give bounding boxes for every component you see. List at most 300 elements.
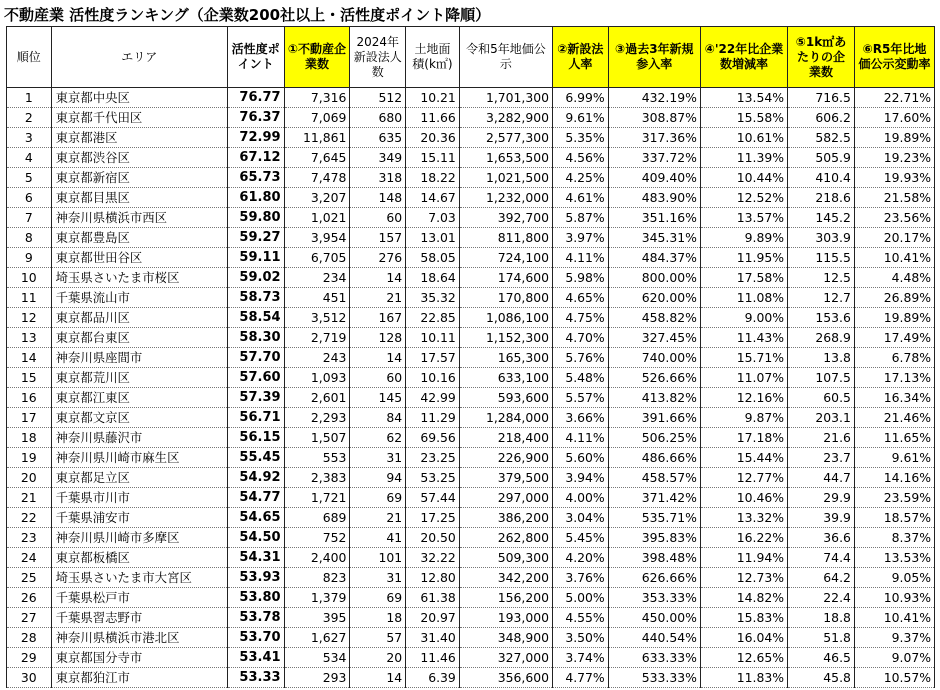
cell-score: 53.80 xyxy=(227,588,284,608)
cell-per-km: 12.5 xyxy=(788,268,855,288)
cell-per-km: 303.9 xyxy=(788,228,855,248)
cell-firm-change: 11.83% xyxy=(700,668,787,688)
cell-new2024: 18 xyxy=(350,608,406,628)
cell-new2024: 512 xyxy=(350,88,406,108)
cell-new-rate: 3.76% xyxy=(553,568,609,588)
cell-score: 67.12 xyxy=(227,148,284,168)
cell-area: 東京都豊島区 xyxy=(51,228,227,248)
cell-entry-rate: 327.45% xyxy=(608,328,700,348)
cell-area: 千葉県流山市 xyxy=(51,288,227,308)
cell-rank: 7 xyxy=(7,208,52,228)
cell-area: 千葉県松戸市 xyxy=(51,588,227,608)
cell-score: 54.92 xyxy=(227,468,284,488)
cell-land-area: 14.67 xyxy=(406,188,460,208)
cell-per-km: 45.8 xyxy=(788,668,855,688)
cell-rank: 9 xyxy=(7,248,52,268)
table-row xyxy=(7,268,935,288)
cell-score: 53.70 xyxy=(227,628,284,648)
cell-per-km: 39.9 xyxy=(788,508,855,528)
cell-land-area: 32.22 xyxy=(406,548,460,568)
cell-land-area: 20.97 xyxy=(406,608,460,628)
cell-entry-rate: 398.48% xyxy=(608,548,700,568)
cell-price-change: 11.65% xyxy=(854,428,934,448)
cell-score: 65.73 xyxy=(227,168,284,188)
cell-firms: 1,093 xyxy=(284,368,350,388)
cell-new-rate: 5.87% xyxy=(553,208,609,228)
cell-price-change: 10.41% xyxy=(854,248,934,268)
table-row xyxy=(7,568,935,588)
cell-entry-rate: 533.33% xyxy=(608,668,700,688)
cell-firms: 1,721 xyxy=(284,488,350,508)
table-row xyxy=(7,128,935,148)
cell-land-area: 7.03 xyxy=(406,208,460,228)
cell-rank: 29 xyxy=(7,648,52,668)
cell-area: 東京都狛江市 xyxy=(51,668,227,688)
cell-area: 東京都江東区 xyxy=(51,388,227,408)
cell-land-area: 42.99 xyxy=(406,388,460,408)
table-row xyxy=(7,228,935,248)
cell-rank: 20 xyxy=(7,468,52,488)
cell-per-km: 44.7 xyxy=(788,468,855,488)
cell-score: 76.37 xyxy=(227,108,284,128)
cell-land-price: 1,152,300 xyxy=(459,328,552,348)
header-land-price: 令和5年地価公示 xyxy=(459,27,552,88)
cell-new-rate: 5.48% xyxy=(553,368,609,388)
cell-new2024: 157 xyxy=(350,228,406,248)
cell-land-area: 10.11 xyxy=(406,328,460,348)
cell-firms: 3,954 xyxy=(284,228,350,248)
cell-score: 54.65 xyxy=(227,508,284,528)
cell-rank: 19 xyxy=(7,448,52,468)
cell-new-rate: 4.55% xyxy=(553,608,609,628)
cell-firm-change: 14.82% xyxy=(700,588,787,608)
cell-price-change: 14.16% xyxy=(854,468,934,488)
cell-price-change: 8.37% xyxy=(854,528,934,548)
cell-new-rate: 3.74% xyxy=(553,648,609,668)
cell-firm-change: 9.87% xyxy=(700,408,787,428)
table-row xyxy=(7,248,935,268)
cell-area: 東京都国分寺市 xyxy=(51,648,227,668)
cell-firms: 1,021 xyxy=(284,208,350,228)
cell-rank: 13 xyxy=(7,328,52,348)
cell-entry-rate: 432.19% xyxy=(608,88,700,108)
cell-score: 53.33 xyxy=(227,668,284,688)
cell-new-rate: 4.77% xyxy=(553,668,609,688)
cell-per-km: 12.7 xyxy=(788,288,855,308)
cell-firms: 553 xyxy=(284,448,350,468)
cell-new2024: 20 xyxy=(350,648,406,668)
cell-score: 58.30 xyxy=(227,328,284,348)
cell-price-change: 16.34% xyxy=(854,388,934,408)
cell-entry-rate: 337.72% xyxy=(608,148,700,168)
cell-firm-change: 11.43% xyxy=(700,328,787,348)
cell-price-change: 17.13% xyxy=(854,368,934,388)
cell-land-price: 593,600 xyxy=(459,388,552,408)
header-firm-change: ④'22年比企業数増減率 xyxy=(700,27,787,88)
cell-new-rate: 4.00% xyxy=(553,488,609,508)
cell-area: 埼玉県さいたま市桜区 xyxy=(51,268,227,288)
cell-land-area: 17.25 xyxy=(406,508,460,528)
cell-score: 76.77 xyxy=(227,88,284,108)
cell-per-km: 582.5 xyxy=(788,128,855,148)
cell-rank: 18 xyxy=(7,428,52,448)
cell-land-area: 11.66 xyxy=(406,108,460,128)
cell-new-rate: 5.57% xyxy=(553,388,609,408)
cell-land-price: 633,100 xyxy=(459,368,552,388)
cell-firms: 395 xyxy=(284,608,350,628)
cell-entry-rate: 353.33% xyxy=(608,588,700,608)
cell-land-area: 35.32 xyxy=(406,288,460,308)
cell-firms: 3,512 xyxy=(284,308,350,328)
cell-firms: 752 xyxy=(284,528,350,548)
cell-firm-change: 12.65% xyxy=(700,648,787,668)
cell-entry-rate: 483.90% xyxy=(608,188,700,208)
cell-firms: 1,379 xyxy=(284,588,350,608)
cell-price-change: 21.58% xyxy=(854,188,934,208)
cell-entry-rate: 526.66% xyxy=(608,368,700,388)
cell-new-rate: 4.11% xyxy=(553,248,609,268)
cell-land-price: 262,800 xyxy=(459,528,552,548)
cell-score: 55.45 xyxy=(227,448,284,468)
cell-area: 東京都足立区 xyxy=(51,468,227,488)
cell-land-price: 1,653,500 xyxy=(459,148,552,168)
cell-per-km: 716.5 xyxy=(788,88,855,108)
cell-firms: 451 xyxy=(284,288,350,308)
cell-price-change: 10.93% xyxy=(854,588,934,608)
cell-firm-change: 15.44% xyxy=(700,448,787,468)
cell-new2024: 349 xyxy=(350,148,406,168)
cell-firms: 234 xyxy=(284,268,350,288)
cell-new2024: 21 xyxy=(350,508,406,528)
cell-land-price: 1,021,500 xyxy=(459,168,552,188)
cell-land-price: 1,701,300 xyxy=(459,88,552,108)
cell-rank: 24 xyxy=(7,548,52,568)
cell-price-change: 9.05% xyxy=(854,568,934,588)
cell-rank: 25 xyxy=(7,568,52,588)
cell-new2024: 128 xyxy=(350,328,406,348)
cell-area: 神奈川県横浜市西区 xyxy=(51,208,227,228)
cell-score: 59.27 xyxy=(227,228,284,248)
cell-new2024: 94 xyxy=(350,468,406,488)
cell-new2024: 14 xyxy=(350,668,406,688)
cell-score: 57.60 xyxy=(227,368,284,388)
cell-land-price: 297,000 xyxy=(459,488,552,508)
cell-firm-change: 15.71% xyxy=(700,348,787,368)
table-row xyxy=(7,148,935,168)
cell-firm-change: 15.58% xyxy=(700,108,787,128)
cell-per-km: 115.5 xyxy=(788,248,855,268)
cell-price-change: 21.46% xyxy=(854,408,934,428)
cell-rank: 8 xyxy=(7,228,52,248)
cell-area: 千葉県習志野市 xyxy=(51,608,227,628)
cell-land-area: 6.39 xyxy=(406,668,460,688)
cell-price-change: 23.56% xyxy=(854,208,934,228)
cell-rank: 2 xyxy=(7,108,52,128)
cell-rank: 4 xyxy=(7,148,52,168)
cell-firms: 6,705 xyxy=(284,248,350,268)
cell-new-rate: 3.66% xyxy=(553,408,609,428)
cell-land-area: 57.44 xyxy=(406,488,460,508)
cell-firm-change: 15.83% xyxy=(700,608,787,628)
cell-rank: 1 xyxy=(7,88,52,108)
cell-new2024: 318 xyxy=(350,168,406,188)
cell-firms: 243 xyxy=(284,348,350,368)
cell-entry-rate: 395.83% xyxy=(608,528,700,548)
cell-entry-rate: 391.66% xyxy=(608,408,700,428)
cell-per-km: 64.2 xyxy=(788,568,855,588)
cell-area: 東京都渋谷区 xyxy=(51,148,227,168)
cell-rank: 16 xyxy=(7,388,52,408)
cell-firm-change: 11.94% xyxy=(700,548,787,568)
cell-land-price: 356,600 xyxy=(459,668,552,688)
cell-firms: 2,719 xyxy=(284,328,350,348)
cell-area: 東京都板橋区 xyxy=(51,548,227,568)
cell-price-change: 9.37% xyxy=(854,628,934,648)
cell-per-km: 74.4 xyxy=(788,548,855,568)
cell-price-change: 18.57% xyxy=(854,508,934,528)
cell-rank: 14 xyxy=(7,348,52,368)
cell-new2024: 14 xyxy=(350,268,406,288)
table-row xyxy=(7,428,935,448)
table-row xyxy=(7,208,935,228)
cell-entry-rate: 351.16% xyxy=(608,208,700,228)
table-body xyxy=(7,88,935,688)
table-row xyxy=(7,288,935,308)
cell-land-area: 53.25 xyxy=(406,468,460,488)
cell-area: 神奈川県川崎市多摩区 xyxy=(51,528,227,548)
cell-firm-change: 11.07% xyxy=(700,368,787,388)
header-per-km: ⑤1k㎡あたりの企業数 xyxy=(788,27,855,88)
cell-rank: 15 xyxy=(7,368,52,388)
header-price-change: ⑥R5年比地価公示変動率 xyxy=(854,27,934,88)
cell-new2024: 60 xyxy=(350,368,406,388)
cell-entry-rate: 800.00% xyxy=(608,268,700,288)
cell-entry-rate: 535.71% xyxy=(608,508,700,528)
table-row xyxy=(7,88,935,108)
cell-area: 東京都新宿区 xyxy=(51,168,227,188)
cell-land-area: 23.25 xyxy=(406,448,460,468)
table-row xyxy=(7,348,935,368)
cell-rank: 30 xyxy=(7,668,52,688)
cell-firms: 7,645 xyxy=(284,148,350,168)
cell-firm-change: 11.39% xyxy=(700,148,787,168)
header-firms: ①不動産企業数 xyxy=(284,27,350,88)
cell-entry-rate: 308.87% xyxy=(608,108,700,128)
cell-firms: 7,478 xyxy=(284,168,350,188)
cell-per-km: 410.4 xyxy=(788,168,855,188)
cell-area: 埼玉県さいたま市大宮区 xyxy=(51,568,227,588)
cell-new-rate: 4.70% xyxy=(553,328,609,348)
cell-per-km: 18.8 xyxy=(788,608,855,628)
cell-area: 神奈川県座間市 xyxy=(51,348,227,368)
cell-entry-rate: 409.40% xyxy=(608,168,700,188)
cell-new2024: 276 xyxy=(350,248,406,268)
header-new2024: 2024年新設法人数 xyxy=(350,27,406,88)
table-row xyxy=(7,168,935,188)
cell-land-price: 170,800 xyxy=(459,288,552,308)
cell-per-km: 153.6 xyxy=(788,308,855,328)
cell-price-change: 4.48% xyxy=(854,268,934,288)
cell-land-price: 1,232,000 xyxy=(459,188,552,208)
cell-rank: 28 xyxy=(7,628,52,648)
cell-land-area: 12.80 xyxy=(406,568,460,588)
cell-land-price: 379,500 xyxy=(459,468,552,488)
cell-per-km: 218.6 xyxy=(788,188,855,208)
cell-land-area: 11.29 xyxy=(406,408,460,428)
cell-new2024: 60 xyxy=(350,208,406,228)
cell-firms: 2,383 xyxy=(284,468,350,488)
cell-rank: 21 xyxy=(7,488,52,508)
cell-land-price: 193,000 xyxy=(459,608,552,628)
cell-new-rate: 4.56% xyxy=(553,148,609,168)
cell-price-change: 22.71% xyxy=(854,88,934,108)
cell-new-rate: 3.94% xyxy=(553,468,609,488)
cell-new-rate: 3.50% xyxy=(553,628,609,648)
cell-firm-change: 12.73% xyxy=(700,568,787,588)
cell-per-km: 145.2 xyxy=(788,208,855,228)
cell-per-km: 46.5 xyxy=(788,648,855,668)
table-row xyxy=(7,628,935,648)
cell-score: 56.71 xyxy=(227,408,284,428)
cell-new2024: 31 xyxy=(350,448,406,468)
cell-price-change: 19.23% xyxy=(854,148,934,168)
cell-new2024: 101 xyxy=(350,548,406,568)
cell-per-km: 29.9 xyxy=(788,488,855,508)
cell-entry-rate: 440.54% xyxy=(608,628,700,648)
cell-entry-rate: 633.33% xyxy=(608,648,700,668)
cell-firms: 2,293 xyxy=(284,408,350,428)
cell-rank: 17 xyxy=(7,408,52,428)
cell-land-price: 1,086,100 xyxy=(459,308,552,328)
cell-firms: 1,507 xyxy=(284,428,350,448)
cell-land-area: 18.22 xyxy=(406,168,460,188)
cell-firm-change: 16.22% xyxy=(700,528,787,548)
cell-new2024: 635 xyxy=(350,128,406,148)
cell-per-km: 21.6 xyxy=(788,428,855,448)
cell-new-rate: 4.11% xyxy=(553,428,609,448)
cell-score: 53.41 xyxy=(227,648,284,668)
cell-score: 61.80 xyxy=(227,188,284,208)
cell-rank: 6 xyxy=(7,188,52,208)
cell-area: 東京都目黒区 xyxy=(51,188,227,208)
cell-land-area: 10.21 xyxy=(406,88,460,108)
cell-new-rate: 5.98% xyxy=(553,268,609,288)
cell-new2024: 31 xyxy=(350,568,406,588)
cell-land-price: 165,300 xyxy=(459,348,552,368)
cell-firms: 7,316 xyxy=(284,88,350,108)
cell-price-change: 6.78% xyxy=(854,348,934,368)
cell-per-km: 203.1 xyxy=(788,408,855,428)
cell-firms: 689 xyxy=(284,508,350,528)
cell-area: 東京都文京区 xyxy=(51,408,227,428)
cell-rank: 26 xyxy=(7,588,52,608)
cell-new2024: 680 xyxy=(350,108,406,128)
cell-firm-change: 17.58% xyxy=(700,268,787,288)
cell-area: 東京都港区 xyxy=(51,128,227,148)
cell-new-rate: 5.00% xyxy=(553,588,609,608)
page-title: 不動産業 活性度ランキング（企業数200社以上・活性度ポイント降順） xyxy=(4,6,491,24)
cell-firms: 2,601 xyxy=(284,388,350,408)
cell-land-price: 392,700 xyxy=(459,208,552,228)
cell-land-price: 156,200 xyxy=(459,588,552,608)
cell-firm-change: 9.89% xyxy=(700,228,787,248)
cell-rank: 23 xyxy=(7,528,52,548)
cell-entry-rate: 484.37% xyxy=(608,248,700,268)
table-row xyxy=(7,188,935,208)
cell-per-km: 505.9 xyxy=(788,148,855,168)
cell-new2024: 57 xyxy=(350,628,406,648)
cell-new2024: 148 xyxy=(350,188,406,208)
cell-price-change: 10.41% xyxy=(854,608,934,628)
cell-score: 57.39 xyxy=(227,388,284,408)
cell-entry-rate: 317.36% xyxy=(608,128,700,148)
cell-firm-change: 9.00% xyxy=(700,308,787,328)
cell-score: 58.54 xyxy=(227,308,284,328)
cell-land-price: 348,900 xyxy=(459,628,552,648)
cell-land-price: 1,284,000 xyxy=(459,408,552,428)
cell-firms: 3,207 xyxy=(284,188,350,208)
cell-rank: 3 xyxy=(7,128,52,148)
cell-land-area: 31.40 xyxy=(406,628,460,648)
table-row xyxy=(7,608,935,628)
cell-score: 54.31 xyxy=(227,548,284,568)
cell-area: 千葉県市川市 xyxy=(51,488,227,508)
cell-land-area: 11.46 xyxy=(406,648,460,668)
cell-entry-rate: 458.57% xyxy=(608,468,700,488)
cell-land-price: 811,800 xyxy=(459,228,552,248)
cell-new2024: 41 xyxy=(350,528,406,548)
table-row xyxy=(7,548,935,568)
cell-firm-change: 12.52% xyxy=(700,188,787,208)
cell-firm-change: 11.95% xyxy=(700,248,787,268)
cell-per-km: 60.5 xyxy=(788,388,855,408)
cell-rank: 5 xyxy=(7,168,52,188)
cell-per-km: 36.6 xyxy=(788,528,855,548)
cell-land-price: 327,000 xyxy=(459,648,552,668)
cell-score: 56.15 xyxy=(227,428,284,448)
cell-area: 神奈川県川崎市麻生区 xyxy=(51,448,227,468)
table-row xyxy=(7,448,935,468)
cell-entry-rate: 620.00% xyxy=(608,288,700,308)
cell-land-price: 509,300 xyxy=(459,548,552,568)
cell-entry-rate: 486.66% xyxy=(608,448,700,468)
cell-entry-rate: 506.25% xyxy=(608,428,700,448)
cell-rank: 10 xyxy=(7,268,52,288)
cell-firm-change: 13.54% xyxy=(700,88,787,108)
cell-per-km: 51.8 xyxy=(788,628,855,648)
cell-new-rate: 4.65% xyxy=(553,288,609,308)
cell-per-km: 606.2 xyxy=(788,108,855,128)
cell-land-area: 20.50 xyxy=(406,528,460,548)
cell-new-rate: 4.61% xyxy=(553,188,609,208)
cell-price-change: 17.60% xyxy=(854,108,934,128)
cell-new2024: 145 xyxy=(350,388,406,408)
cell-entry-rate: 345.31% xyxy=(608,228,700,248)
cell-firm-change: 10.46% xyxy=(700,488,787,508)
header-land-area: 土地面積(k㎡) xyxy=(406,27,460,88)
cell-price-change: 13.53% xyxy=(854,548,934,568)
header-entry-rate: ③過去3年新規参入率 xyxy=(608,27,700,88)
cell-new2024: 167 xyxy=(350,308,406,328)
cell-area: 東京都中央区 xyxy=(51,88,227,108)
cell-new-rate: 3.04% xyxy=(553,508,609,528)
cell-land-price: 218,400 xyxy=(459,428,552,448)
cell-price-change: 9.61% xyxy=(854,448,934,468)
cell-firm-change: 13.57% xyxy=(700,208,787,228)
cell-area: 東京都台東区 xyxy=(51,328,227,348)
cell-area: 千葉県浦安市 xyxy=(51,508,227,528)
table-row xyxy=(7,508,935,528)
